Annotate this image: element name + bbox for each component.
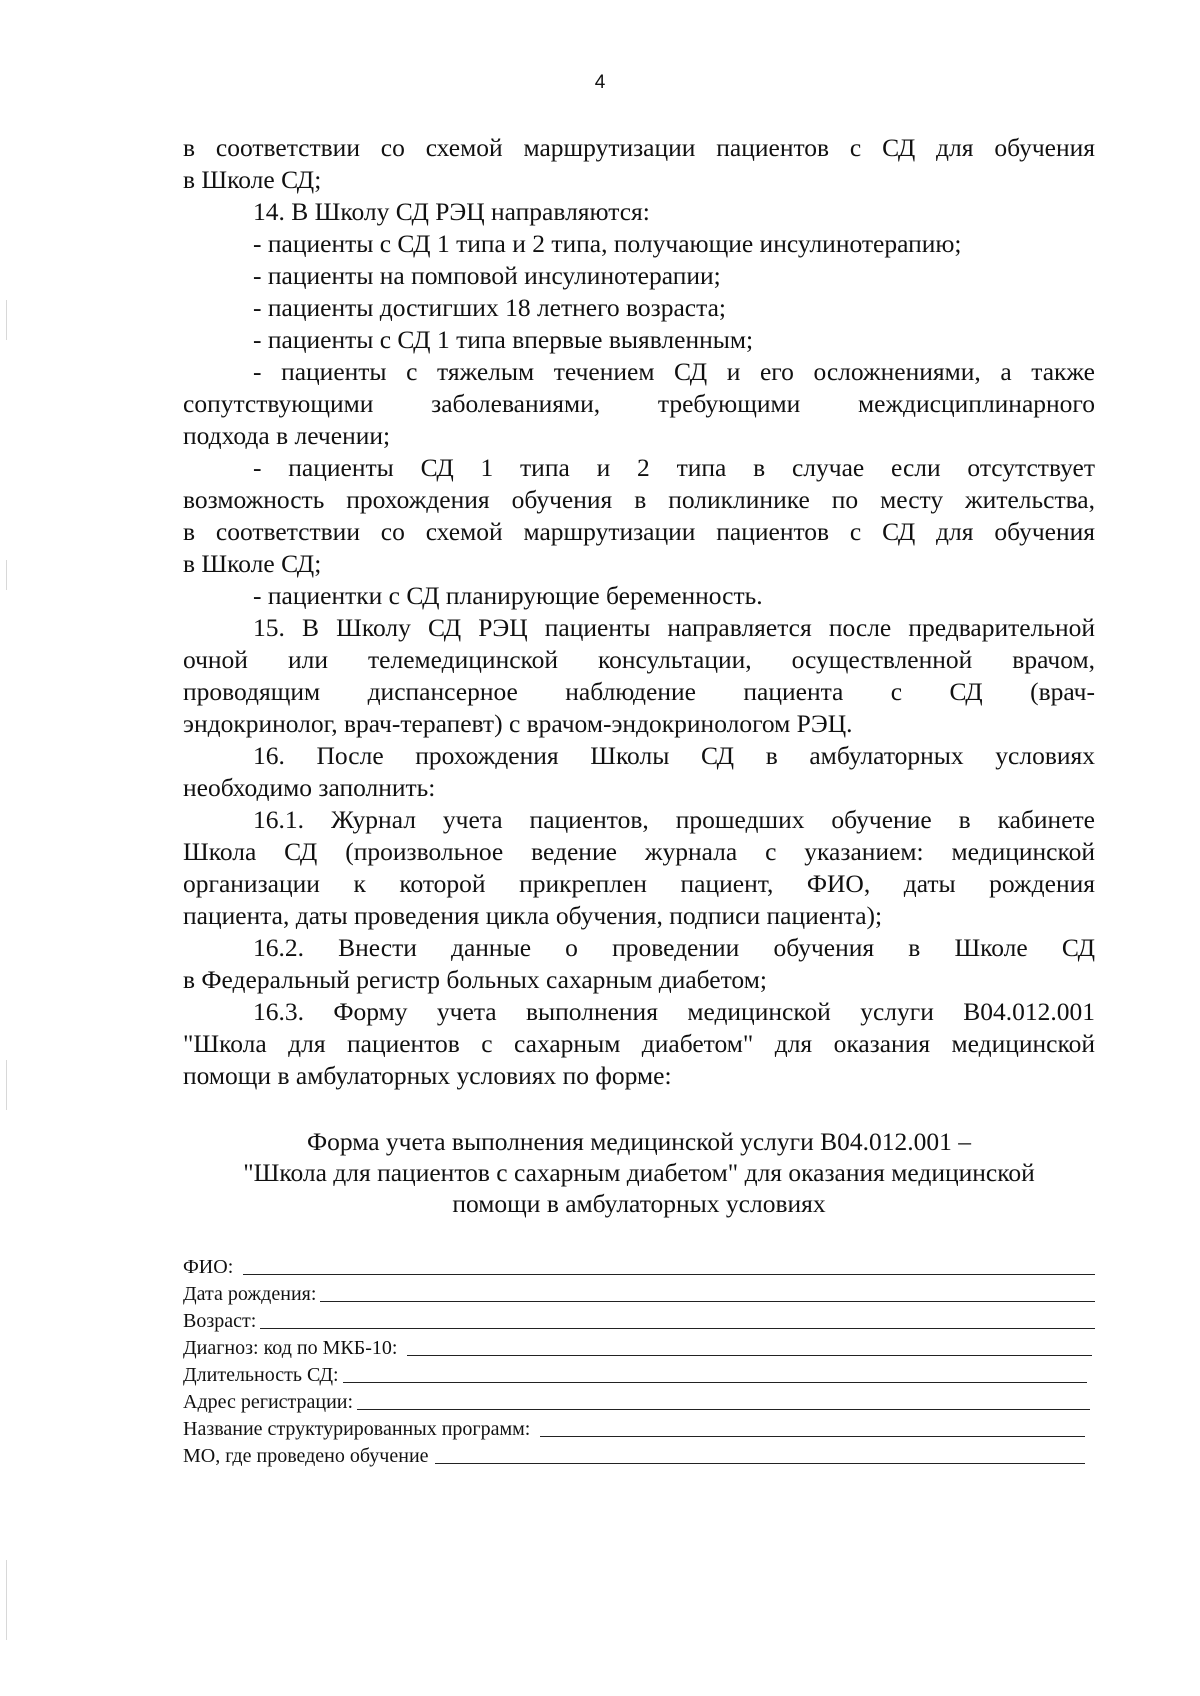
fill-line[interactable]: [540, 1436, 1085, 1437]
field-registration-address: [183, 1389, 1095, 1416]
field-age: [183, 1308, 1095, 1335]
body-line: - пациентки с СД планирующие беременность.: [253, 581, 763, 610]
field-label: Название структурированных программ:: [183, 1418, 531, 1440]
body-line: 16.3. Форму учета выполнения медицинской услуги В04.012.001: [253, 997, 1095, 1026]
body-line: Школа СД (произвольное ведение журнала с указанием: медицинской: [183, 837, 1095, 866]
form-title-line: Форма учета выполнения медицинской услуги В04.012.001 –: [306, 1127, 972, 1156]
body-line: в соответствии со схемой маршрутизации пациентов с СД для обучения: [183, 133, 1095, 162]
field-birth-date: [183, 1281, 1095, 1308]
field-label: Дата рождения:: [183, 1283, 317, 1305]
body-line: - пациенты с СД 1 типа и 2 типа, получающие инсулинотерапию;: [253, 229, 962, 258]
field-label: ФИО:: [183, 1256, 234, 1278]
field-label: Диагноз: код по МКБ-10:: [183, 1337, 398, 1359]
scan-edge-mark: [6, 560, 7, 590]
form-title-line: помощи в амбулаторных условиях: [452, 1189, 826, 1218]
field-label: Длительность СД:: [183, 1364, 339, 1386]
fill-line[interactable]: [243, 1274, 1095, 1275]
body-line: пациента, даты проведения цикла обучения, подписи пациента);: [183, 901, 883, 930]
field-programs: [183, 1416, 1095, 1443]
body-line: в соответствии со схемой маршрутизации пациентов с СД для обучения: [183, 517, 1095, 546]
field-diabetes-duration: [183, 1362, 1095, 1389]
body-line: подхода в лечении;: [183, 421, 391, 450]
body-line: в Школе СД;: [183, 549, 322, 578]
body-line: 15. В Школу СД РЭЦ пациенты направляется после предварительной: [253, 613, 1095, 642]
body-line: эндокринолог, врач-терапевт) с врачом-эндокринологом РЭЦ.: [183, 709, 853, 738]
body-line: - пациенты достигших 18 летнего возраста;: [253, 293, 726, 322]
field-diagnosis-code: [183, 1335, 1095, 1362]
body-line: организации к которой прикреплен пациент, ФИО, даты рождения: [183, 869, 1095, 898]
field-label: Адрес регистрации:: [183, 1391, 354, 1413]
fill-line[interactable]: [320, 1301, 1095, 1302]
scan-edge-mark: [6, 1560, 7, 1640]
body-line: 16. После прохождения Школы СД в амбулаторных условиях: [253, 741, 1095, 770]
body-line: 14. В Школу СД РЭЦ направляются:: [253, 197, 650, 226]
body-line: помощи в амбулаторных условиях по форме:: [183, 1061, 672, 1090]
form-title-line: "Школа для пациентов с сахарным диабетом" для оказания медицинской: [243, 1158, 1035, 1187]
form-fields: [183, 1254, 1095, 1470]
field-full-name: [183, 1254, 1095, 1281]
scan-edge-mark: [6, 1060, 7, 1110]
body-line: необходимо заполнить:: [183, 773, 436, 802]
page-number: 4: [594, 72, 606, 93]
fill-line[interactable]: [357, 1409, 1090, 1410]
body-line: - пациенты с тяжелым течением СД и его осложнениями, а также: [253, 357, 1095, 386]
field-label: Возраст:: [183, 1310, 257, 1332]
body-line: сопутствующими заболеваниями, требующими междисциплинарного: [183, 389, 1095, 418]
fill-line[interactable]: [435, 1463, 1085, 1464]
body-line: в Федеральный регистр больных сахарным диабетом;: [183, 965, 767, 994]
body-line: проводящим диспансерное наблюдение пациента с СД (врач-: [183, 677, 1095, 706]
body-line: - пациенты с СД 1 типа впервые выявленным;: [253, 325, 754, 354]
body-line: "Школа для пациентов с сахарным диабетом" для оказания медицинской: [183, 1029, 1095, 1058]
body-line: очной или телемедицинской консультации, осуществленной врачом,: [183, 645, 1095, 674]
body-line: - пациенты СД 1 типа и 2 типа в случае если отсутствует: [253, 453, 1095, 482]
fill-line[interactable]: [260, 1328, 1095, 1329]
fill-line[interactable]: [407, 1355, 1092, 1356]
form-title: [183, 1126, 1095, 1219]
field-label: МО, где проведено обучение: [183, 1445, 429, 1467]
body-line: в Школе СД;: [183, 165, 322, 194]
field-training-organization: [183, 1443, 1095, 1470]
body-line: 16.2. Внести данные о проведении обучения в Школе СД: [253, 933, 1095, 962]
body-line: возможность прохождения обучения в поликлинике по месту жительства,: [183, 485, 1095, 514]
scan-edge-mark: [6, 300, 7, 340]
body-line: - пациенты на помповой инсулинотерапии;: [253, 261, 721, 290]
fill-line[interactable]: [343, 1382, 1087, 1383]
document-body: [183, 132, 1095, 1092]
body-line: 16.1. Журнал учета пациентов, прошедших обучение в кабинете: [253, 805, 1095, 834]
